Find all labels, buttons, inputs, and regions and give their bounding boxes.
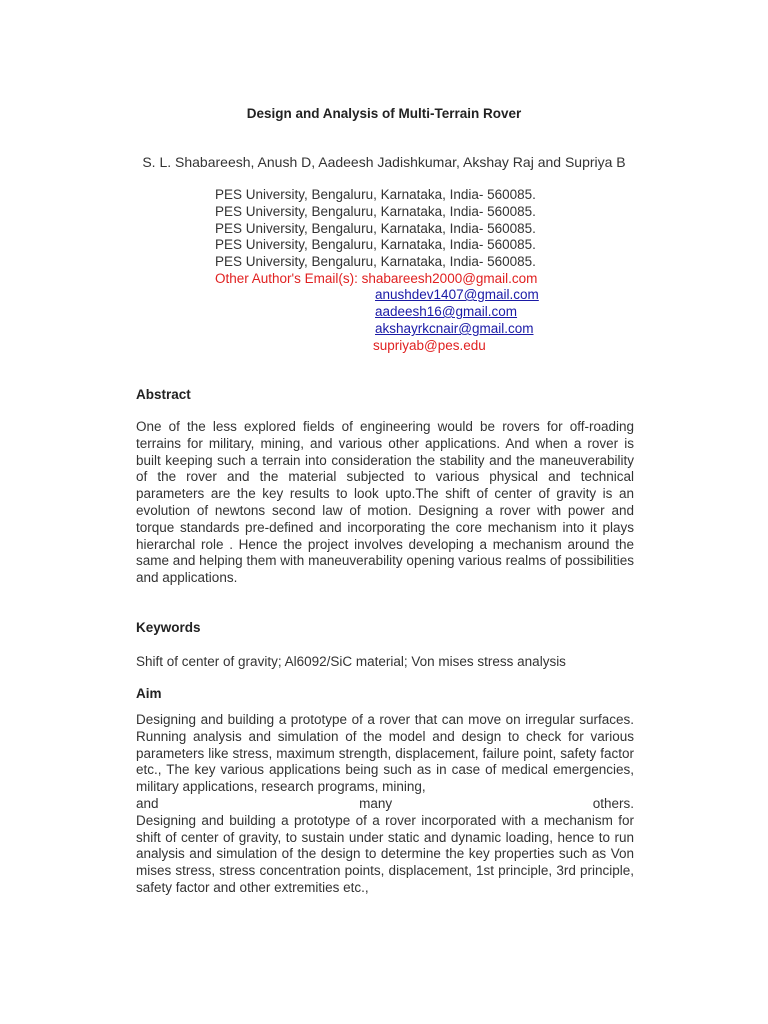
keywords-text: Shift of center of gravity; Al6092/SiC material; Von mises stress analysis: [136, 654, 566, 669]
aim-paragraph-1: Designing and building a prototype of a rover that can move on irregular surfaces. Running analysis and simulation of the model and design to check for various parameters like stress, maximum strength, displacement, failure point, safety factor etc., The key various applications being such as in case of medical emergencies, military applications, research programs, mining,: [136, 712, 634, 795]
keywords-body: [136, 654, 634, 671]
affiliation-block: [215, 187, 537, 288]
affiliation-line: PES University, Bengaluru, Karnataka, India- 560085.: [215, 220, 536, 236]
aim-paragraph-1-end: and many others.: [136, 795, 634, 811]
aim-paragraph-2: Designing and building a prototype of a rover incorporated with a mechanism for shift of center of gravity, to sustain under static and dynamic loading, hence to run analysis and simulation of the design to determine the key properties such as Von mises stress, stress concentration points, displacement, 1st principle, 3rd principle, safety factor and other extremities etc.,: [136, 812, 634, 895]
abstract-heading: Abstract: [136, 387, 191, 402]
affiliation-line: PES University, Bengaluru, Karnataka, India- 560085.: [215, 254, 536, 270]
author-list: S. L. Shabareesh, Anush D, Aadeesh Jadishkumar, Akshay Raj and Supriya B: [142, 154, 626, 170]
affiliation-line: PES University, Bengaluru, Karnataka, India- 560085.: [215, 203, 536, 219]
paper-title: Design and Analysis of Multi-Terrain Rover: [246, 106, 522, 121]
aim-heading: Aim: [136, 686, 162, 701]
email-link-anush[interactable]: anushdev1407@gmail.com: [375, 287, 539, 302]
aim-body: [136, 712, 634, 897]
affiliation-line: PES University, Bengaluru, Karnataka, India- 560085.: [215, 237, 536, 253]
abstract-text: One of the less explored fields of engineering would be rovers for off-roading terrains for military, mining, and various other applications. And when a rover is built keeping such a terrain into consideration the stability and the maneuverability of the rover and the material subjected to various physical and technical parameters are the key results to look upto.The shift of center of gravity is an evolution of newtons second law of motion. Designing a rover with power and torque standards pre-defined and incorporating the core mechanism into it plays hierarchal role . Hence the project involves developing a mechanism around the same and helping them with maneuverability opening various realms of possibilities and applications.: [136, 419, 634, 586]
email-link-akshay[interactable]: akshayrkcnair@gmail.com: [375, 321, 534, 336]
email-supriya: supriyab@pes.edu: [373, 338, 486, 353]
affiliation-line: PES University, Bengaluru, Karnataka, India- 560085.: [215, 187, 536, 202]
email-link-aadeesh[interactable]: aadeesh16@gmail.com: [375, 304, 518, 319]
author-emails-label: Other Author's Email(s): shabareesh2000@gmail.com: [215, 270, 538, 286]
abstract-body: [136, 419, 634, 587]
keywords-heading: Keywords: [136, 620, 201, 635]
